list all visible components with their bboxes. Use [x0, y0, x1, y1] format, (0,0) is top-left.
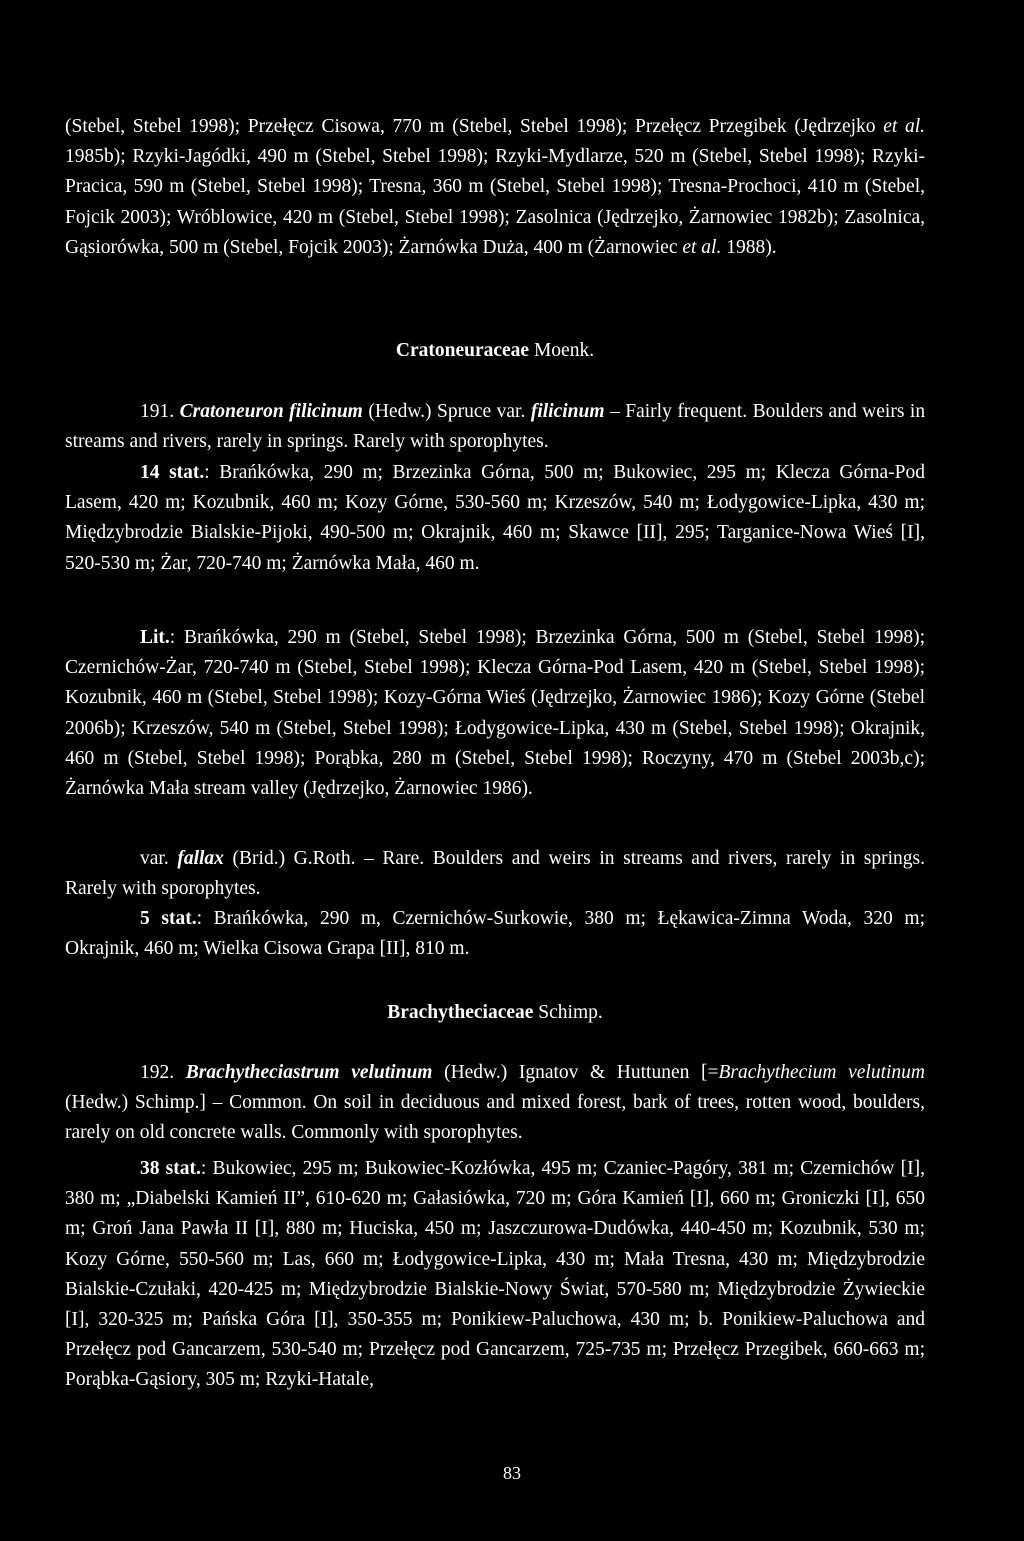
species-notes: (Hedw.) Schimp.] – Common. On soil in deciduous and mixed forest, bark of trees, rotten wood, boulders, rarely on old concrete walls. Commonly with sporophytes.	[65, 1092, 925, 1144]
synonym-name: Brachythecium velutinum	[718, 1062, 926, 1083]
species-author: (Hedw.) Ignatov & Huttunen [=	[444, 1062, 719, 1083]
literature-list: : Brańkówka, 290 m (Stebel, Stebel 1998); Brzezinka Górna, 500 m (Stebel, Stebel 1998); Czernichów-Żar, 720-740 m (Stebel, Stebel 1998); Klecza Górna-Pod Lasem, 420 m (Stebel, Stebel 1998); Kozubnik, 460 m (Stebel, Stebel 1998); Kozy-Górna Wieś (Jędrzejko, Żarnowiec 1986); Kozy Górne (Stebel 2006b); Krzeszów, 540 m (Stebel, Stebel 1998); Łodygowice-Lipka, 430 m (Stebel, Stebel 1998); Okrajnik, 460 m (Stebel, Stebel 1998); Porąbka, 280 m (Stebel, Stebel 1998); Roczyny, 470 m (Stebel 2003b,c); Żarnówka Mała stream valley (Jędrzejko, Żarnowiec 1986).	[65, 627, 925, 800]
species-191-literature	[65, 623, 925, 804]
variety-fallax-description	[65, 844, 925, 904]
literature-label: Lit.	[140, 627, 170, 648]
family-heading-brachytheciaceae	[65, 998, 925, 1028]
stations-list: : Brańkówka, 290 m; Brzezinka Górna, 500 m; Bukowiec, 295 m; Klecza Górna-Pod Lasem, 420 m; Kozubnik, 460 m; Kozy Górne, 530-560 m; Krzeszów, 540 m; Łodygowice-Lipka, 430 m; Międzybrodzie Bialskie-Pijoki, 490-500 m; Okrajnik, 460 m; Skawce [II], 295; Targanice-Nowa Wieś [I], 520-530 m; Żar, 720-740 m; Żarnówka Mała, 460 m.	[65, 462, 925, 574]
variety-name: fallax	[177, 848, 224, 869]
stations-label: 5 stat.	[140, 908, 197, 929]
species-name: Cratoneuron filicinum	[179, 401, 363, 422]
family-name: Cratoneuraceae	[395, 340, 530, 361]
stations-list: : Bukowiec, 295 m; Bukowiec-Kozłówka, 495 m; Czaniec-Pagóry, 381 m; Czernichów [I], 380 m; „Diabelski Kamień II”, 610-620 m; Gałasiówka, 720 m; Góra Kamień [I], 660 m; Groniczki [I], 650 m; Groń Jana Pawła II [I], 880 m; Huciska, 450 m; Jaszczurowa-Dudówka, 440-450 m; Kozubnik, 530 m; Kozy Górne, 550-560 m; Las, 660 m; Łodygowice-Lipka, 430 m; Mała Tresna, 430 m; Międzybrodzie Bialskie-Czułaki, 420-425 m; Międzybrodzie Bialskie-Nowy Świat, 570-580 m; Międzybrodzie Żywieckie [I], 320-325 m; Pańska Góra [I], 350-355 m; Ponikiew-Paluchowa, 430 m; b. Ponikiew-Paluchowa and Przełęcz pod Gancarzem, 530-540 m; Przełęcz pod Gancarzem, 725-735 m; Przełęcz Przegibek, 660-663 m; Porąbka-Gąsiory, 305 m; Rzyki-Hatale,	[65, 1158, 926, 1391]
family-author: Schimp.	[538, 1002, 603, 1023]
stations-label: 14 stat.	[140, 462, 205, 483]
species-notes: – Fairly frequent. Boulders and weirs in streams and rivers, rarely in springs. Rarely with sporophytes.	[65, 401, 926, 453]
species-author: (Hedw.) Spruce var.	[368, 401, 526, 422]
intro-paragraph	[65, 112, 925, 263]
species-number: 192.	[140, 1062, 175, 1083]
intro-line: 520 m (Stebel, Stebel 1998); Rzyki-Pracica, 590 m (Stebel, Stebel 1998); Tresna, 360 m	[65, 146, 925, 198]
species-variety: filicinum	[530, 401, 605, 422]
intro-line: 1988).	[726, 236, 777, 258]
variety-prefix: var.	[140, 848, 169, 869]
et-al: et al.	[682, 236, 722, 258]
family-name: Brachytheciaceae	[387, 1002, 534, 1023]
page-number: 83	[503, 1463, 521, 1483]
stations-label: 38 stat.	[140, 1158, 201, 1179]
stations-list: : Brańkówka, 290 m, Czernichów-Surkowie, 380 m; Łękawica-Zimna Woda, 320 m; Okrajnik, 460 m; Wielka Cisowa Grapa [II], 810 m.	[65, 908, 925, 960]
intro-line: 500 m (Stebel, Fojcik 2003); Żarnówka Duża, 400 m (Żarnowiec	[168, 236, 678, 258]
intro-line: (Stebel, Stebel 1998); Tresna-Prochoci, 410 m (Stebel, Fojcik 2003); Wróblowice, 420 m	[65, 176, 925, 228]
family-heading-cratoneuraceae	[65, 336, 925, 366]
intro-line: (Stebel, Stebel 1998); Zasolnica (Jędrzejko, Żarnowiec 1982b); Zasolnica, Gąsiorówka,	[65, 206, 926, 258]
species-191-description	[65, 397, 925, 457]
intro-line: (Stebel, Stebel 1998); Przełęcz Cisowa, 770 m (Stebel, Stebel 1998); Przełęcz Przegibek	[65, 116, 787, 137]
intro-prefix: (Jędrzejko	[794, 116, 876, 137]
species-number: 191.	[140, 401, 175, 422]
species-192-description	[65, 1058, 925, 1149]
et-al: et al.	[883, 116, 925, 137]
variety-notes: (Brid.) G.Roth. – Rare. Boulders and weirs in streams and rivers, rarely in springs. Rarely with sporophytes.	[65, 848, 926, 900]
intro-line: 1985b); Rzyki-Jagódki, 490 m (Stebel, Stebel 1998); Rzyki-Mydlarze,	[65, 146, 628, 168]
species-191-stations	[65, 458, 925, 579]
variety-fallax-stations	[65, 904, 925, 964]
species-name: Brachytheciastrum velutinum	[185, 1062, 433, 1083]
family-author: Moenk.	[533, 340, 595, 361]
species-192-stations	[65, 1154, 925, 1396]
